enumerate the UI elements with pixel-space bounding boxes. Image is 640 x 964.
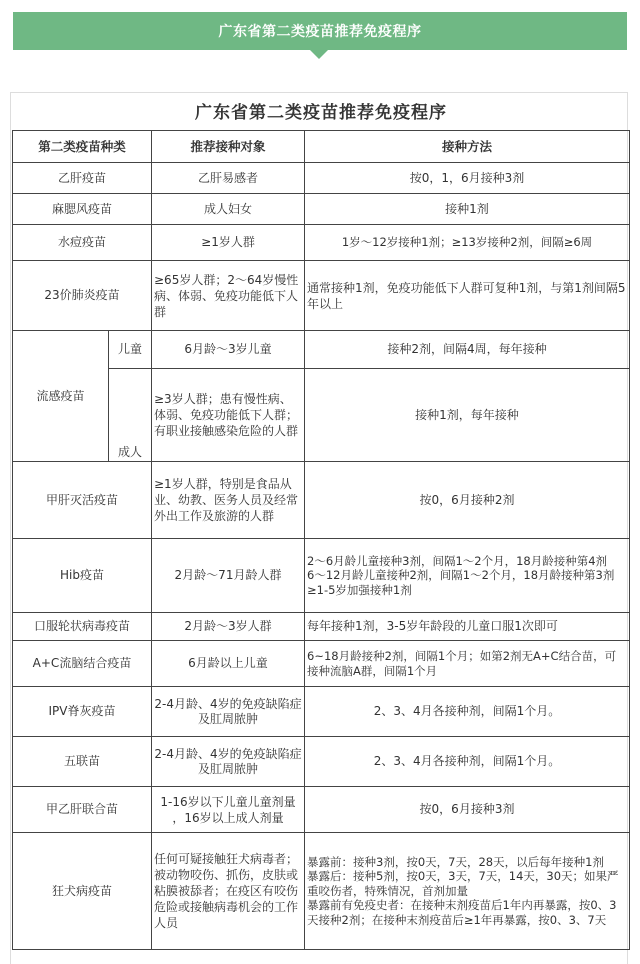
target-line: 1-16岁以下儿童儿童剂量 — [160, 794, 296, 809]
header-method: 接种方法 — [305, 131, 630, 163]
vaccine-target: 2-4月龄、4岁的免疫缺陷症及肛周脓肿 — [152, 737, 305, 787]
vaccine-name: A+C流脑结合疫苗 — [13, 641, 152, 687]
table-row — [13, 641, 630, 687]
vaccine-name: 流感疫苗 — [13, 331, 109, 462]
vaccine-target: 6月龄以上儿童 — [152, 641, 305, 687]
table-row — [13, 687, 630, 737]
vaccine-name: IPV脊灰疫苗 — [13, 687, 152, 737]
table-row — [13, 163, 630, 194]
vaccine-name: 甲乙肝联合苗 — [13, 787, 152, 833]
vaccine-name: 五联苗 — [13, 737, 152, 787]
method-line: 暴露前：接种3剂，按0天，7天，28天，以后每年接种1剂 — [307, 854, 604, 869]
table-row — [13, 833, 630, 950]
method-line: 暴露前有免疫史者：在接种末剂疫苗后1年内再暴露，按0、3天接种2剂；在接种末剂疫苗后≥1年再暴露，按0、3、7天 — [307, 898, 617, 927]
table-title: 广东省第二类疫苗推荐免疫程序 — [13, 97, 630, 131]
header-vaccine-type: 第二类疫苗种类 — [13, 131, 152, 163]
table-row — [13, 737, 630, 787]
banner-arrow — [310, 50, 328, 59]
vaccine-method: 6~18月龄接种2剂，间隔1个月；如第2剂无A+C结合苗，可接种流脑A群，间隔1个月 — [305, 641, 630, 687]
vaccine-method: 2、3、4月各接种剂，间隔1个月。 — [305, 737, 630, 787]
vaccine-method: 2、3、4月各接种剂，间隔1个月。 — [305, 687, 630, 737]
group-label-adult: 成人 — [109, 369, 152, 462]
table-row — [13, 787, 630, 833]
method-line: ≥1-5岁加强接种1剂 — [307, 582, 412, 597]
table-row — [13, 225, 630, 261]
vaccine-method: 按0，6月接种3剂 — [305, 787, 630, 833]
vaccine-target: ≥65岁人群；2～64岁慢性病、体弱、免疫功能低下人群 — [152, 261, 305, 331]
table-row — [13, 613, 630, 641]
target-line: ，16岁以上成人剂量 — [172, 810, 284, 825]
page-banner — [13, 12, 627, 50]
vaccine-target: 任何可疑接触狂犬病毒者；被动物咬伤、抓伤，皮肤或粘膜被舔者；在疫区有咬伤危险或接触病毒机会的工作人员 — [152, 833, 305, 950]
vaccine-method — [305, 539, 630, 613]
vaccine-name: 水痘疫苗 — [13, 225, 152, 261]
vaccine-name: Hib疫苗 — [13, 539, 152, 613]
banner-title: 广东省第二类疫苗推荐免疫程序 — [218, 24, 422, 40]
vaccine-method — [305, 833, 630, 950]
vaccine-target: 2月龄～3岁人群 — [152, 613, 305, 641]
vaccine-method: 接种1剂 — [305, 194, 630, 225]
vaccine-target: 成人妇女 — [152, 194, 305, 225]
vaccine-name: 狂犬病疫苗 — [13, 833, 152, 950]
vaccine-name: 甲肝灭活疫苗 — [13, 462, 152, 539]
table-row — [13, 462, 630, 539]
vaccine-method: 每年接种1剂，3-5岁年龄段的儿童口服1次即可 — [305, 613, 630, 641]
vaccine-schedule-table — [12, 97, 630, 950]
vaccine-method: 1岁～12岁接种1剂；≥13岁接种2剂，间隔≥6周 — [305, 225, 630, 261]
vaccine-method: 接种1剂，每年接种 — [305, 369, 630, 462]
vaccine-method: 通常接种1剂，免疫功能低下人群可复种1剂，与第1剂间隔5年以上 — [305, 261, 630, 331]
vaccine-target — [152, 787, 305, 833]
vaccine-target: 乙肝易感者 — [152, 163, 305, 194]
vaccine-method: 接种2剂，间隔4周，每年接种 — [305, 331, 630, 369]
table-row — [13, 261, 630, 331]
vaccine-target: 2月龄～71月龄人群 — [152, 539, 305, 613]
table-row — [13, 194, 630, 225]
vaccine-target: 6月龄～3岁儿童 — [152, 331, 305, 369]
vaccine-target: ≥3岁人群；患有慢性病、体弱、免疫功能低下人群；有职业接触感染危险的人群 — [152, 369, 305, 462]
vaccine-name: 麻腮风疫苗 — [13, 194, 152, 225]
table-row — [13, 539, 630, 613]
vaccine-name: 23价肺炎疫苗 — [13, 261, 152, 331]
table-row — [13, 331, 630, 369]
method-line: 6～12月龄儿童接种2剂，间隔1～2个月，18月龄接种第3剂 — [307, 568, 615, 583]
vaccine-target: ≥1岁人群，特别是食品从业、幼教、医务人员及经常外出工作及旅游的人群 — [152, 462, 305, 539]
vaccine-target: 2-4月龄、4岁的免疫缺陷症及肛周脓肿 — [152, 687, 305, 737]
vaccine-name: 乙肝疫苗 — [13, 163, 152, 194]
method-line: 暴露后：接种5剂，按0天，3天，7天，14天，30天；如果严重咬伤者，特殊情况，首剂加量 — [307, 869, 619, 898]
vaccine-target: ≥1岁人群 — [152, 225, 305, 261]
header-target: 推荐接种对象 — [152, 131, 305, 163]
vaccine-name: 口服轮状病毒疫苗 — [13, 613, 152, 641]
vaccine-method: 按0，6月接种2剂 — [305, 462, 630, 539]
group-label-child: 儿童 — [109, 331, 152, 369]
method-line: 2～6月龄儿童接种3剂，间隔1～2个月，18月龄接种第4剂 — [307, 553, 608, 568]
vaccine-method: 按0，1，6月接种3剂 — [305, 163, 630, 194]
